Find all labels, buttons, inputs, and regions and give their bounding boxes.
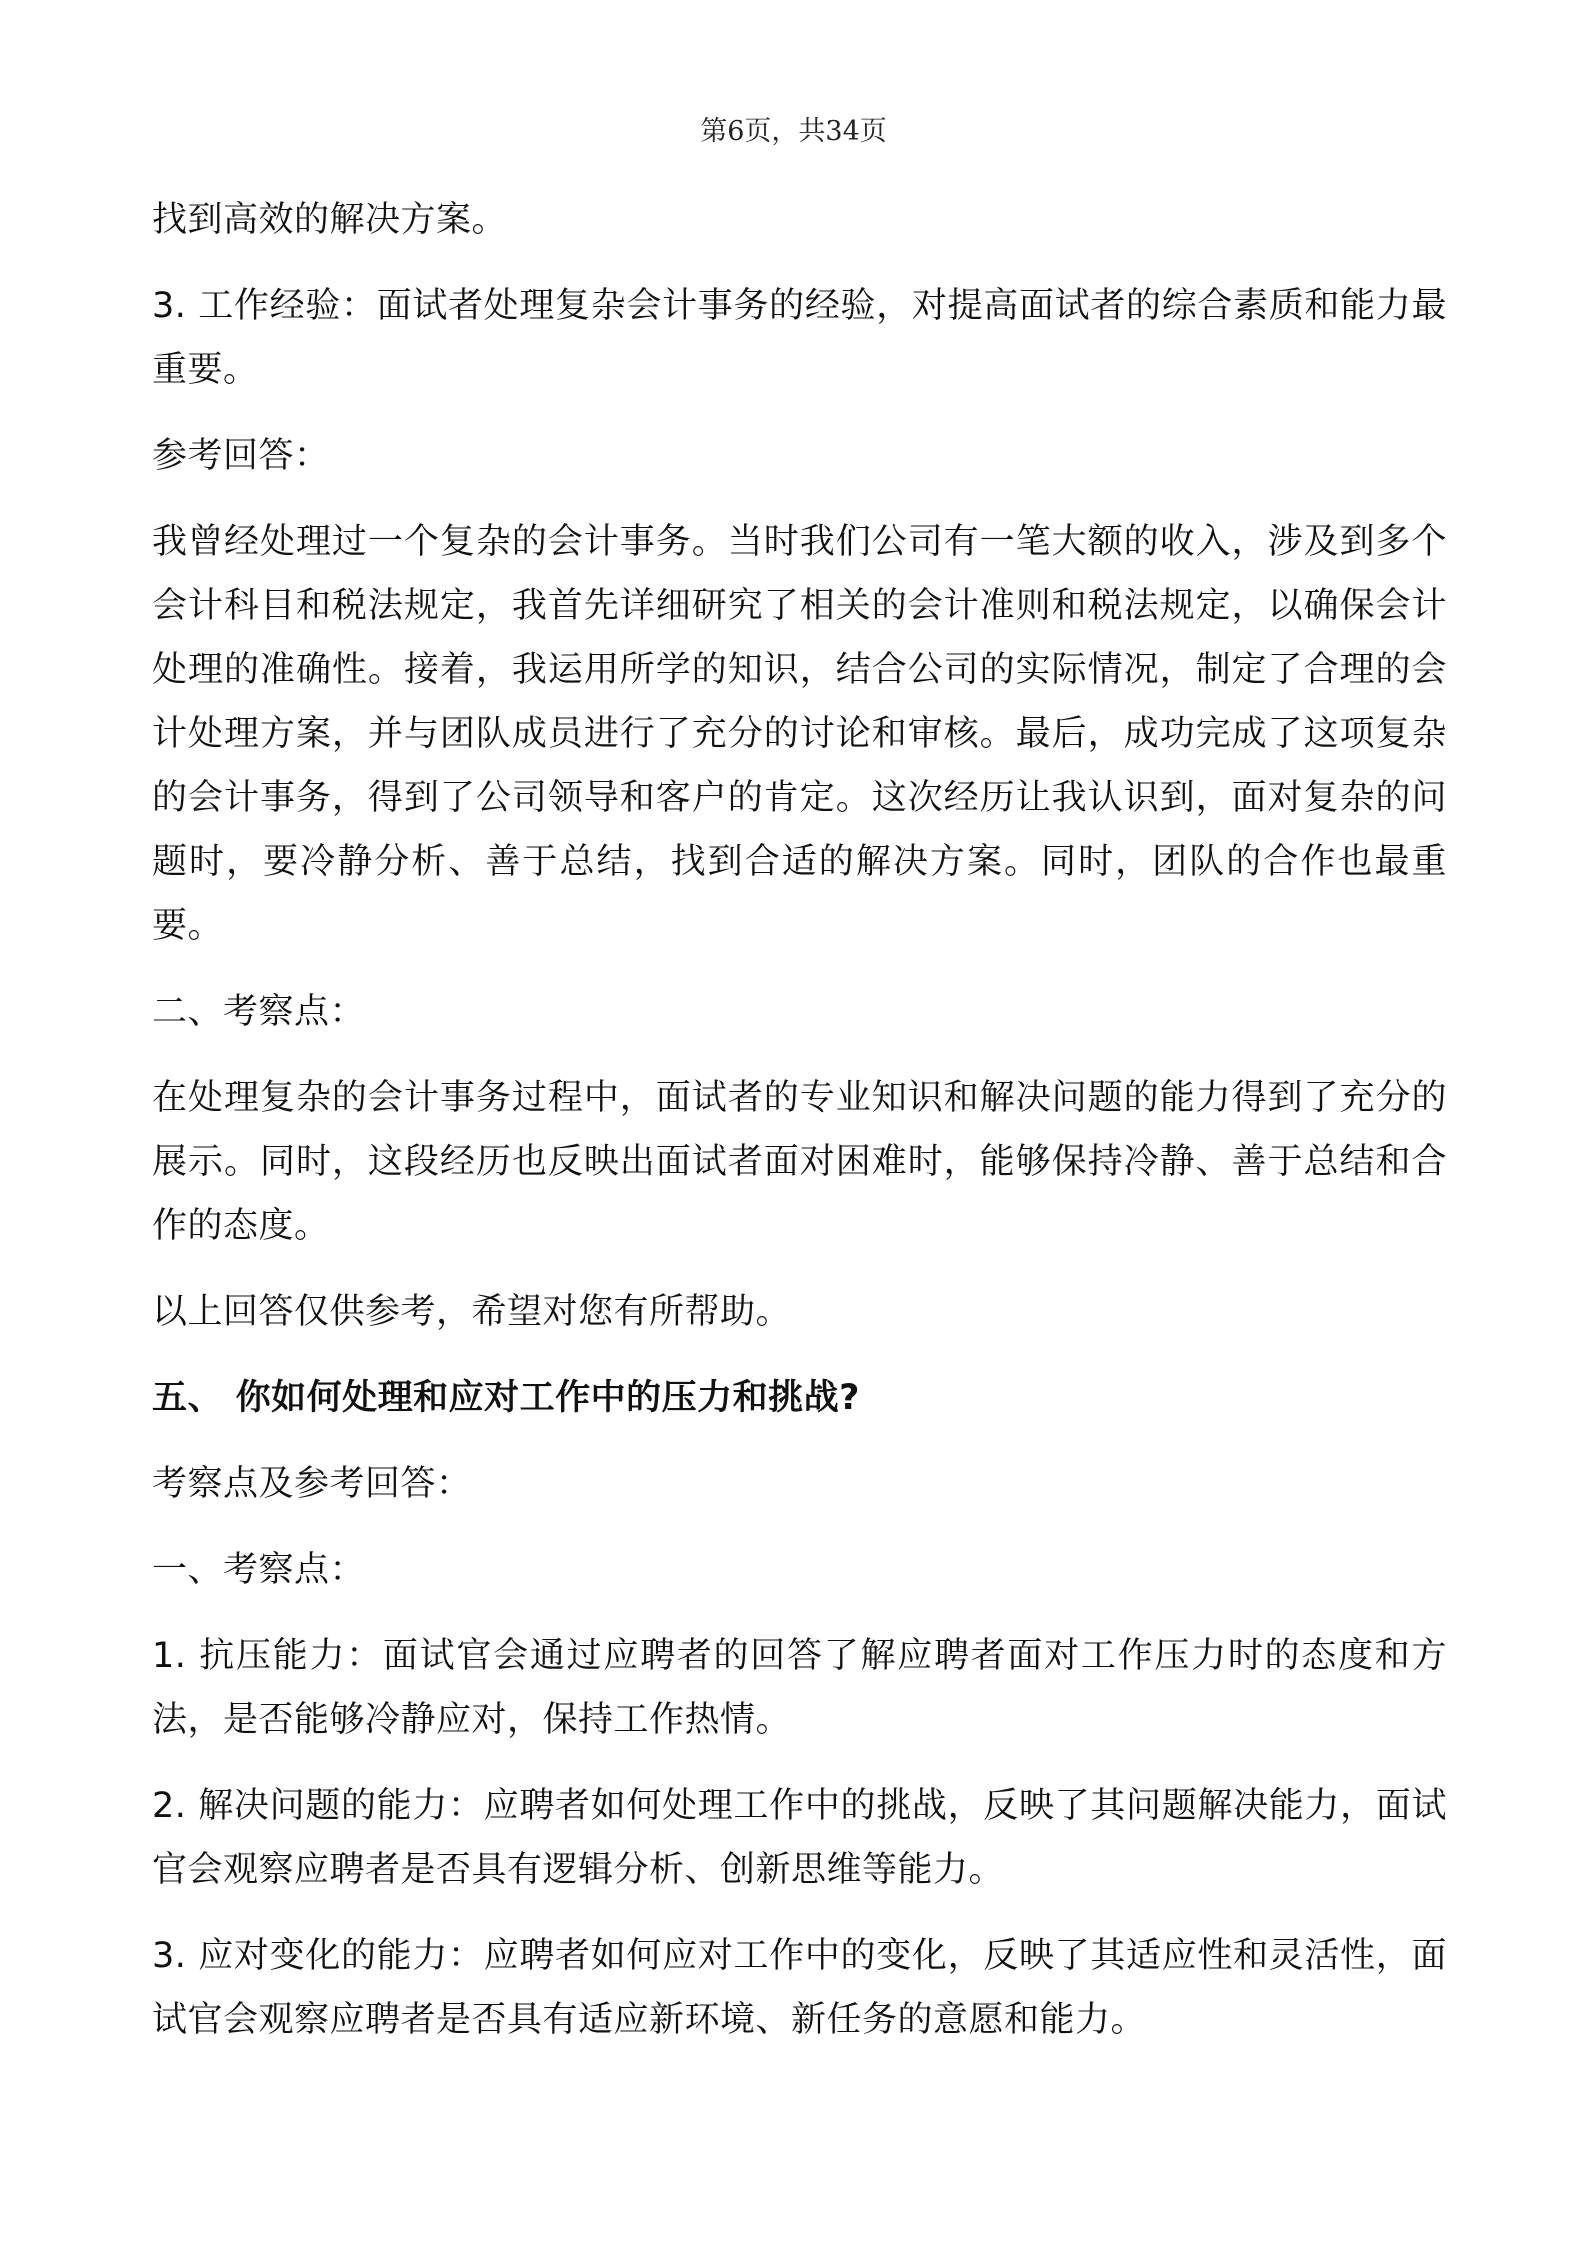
paragraph-continuation: 找到高效的解决方案。 xyxy=(152,200,508,240)
list-item-work-experience: 3. 工作经验：面试者处理复杂会计事务的经验，对提高面试者的综合素质和能力最重要。 xyxy=(152,286,1447,390)
section-heading-question-5: 五、 你如何处理和应对工作中的压力和挑战? xyxy=(152,1378,860,1418)
list-item-adaptability: 3. 应对变化的能力：应聘者如何应对工作中的变化，反映了其适应性和灵活性，面试官会观察应聘者是否具有适应新环境、新任务的意愿和能力。 xyxy=(152,1936,1447,2040)
label-assessment-and-answer: 考察点及参考回答： xyxy=(152,1464,472,1504)
list-item-problem-solving: 2. 解决问题的能力：应聘者如何处理工作中的挑战，反映了其问题解决能力，面试官会观察应聘者是否具有逻辑分析、创新思维等能力。 xyxy=(152,1786,1447,1890)
label-reference-answer: 参考回答： xyxy=(152,436,330,476)
list-item-stress-resistance: 1. 抗压能力：面试官会通过应聘者的回答了解应聘者面对工作压力时的态度和方法，是否能够冷静应对，保持工作热情。 xyxy=(152,1636,1447,1740)
page-indicator: 第6页，共34页 xyxy=(700,116,887,147)
paragraph-closing: 以上回答仅供参考，希望对您有所帮助。 xyxy=(152,1292,792,1332)
paragraph-assessment: 在处理复杂的会计事务过程中，面试者的专业知识和解决问题的能力得到了充分的展示。同时，这段经历也反映出面试者面对困难时，能够保持冷静、善于总结和合作的态度。 xyxy=(152,1078,1447,1246)
document-body xyxy=(152,188,1447,2074)
label-assessment-point-1: 一、考察点： xyxy=(152,1550,366,1590)
paragraph-answer: 我曾经处理过一个复杂的会计事务。当时我们公司有一笔大额的收入，涉及到多个会计科目和税法规定，我首先详细研究了相关的会计准则和税法规定，以确保会计处理的准确性。接着，我运用所学的知识，结合公司的实际情况，制定了合理的会计处理方案，并与团队成员进行了充分的讨论和审核。最后，成功完成了这项复杂的会计事务，得到了公司领导和客户的肯定。这次经历让我认识到，面对复杂的问题时，要冷静分析、善于总结，找到合适的解决方案。同时，团队的合作也最重要。 xyxy=(152,522,1447,946)
label-assessment-point: 二、考察点： xyxy=(152,992,366,1032)
